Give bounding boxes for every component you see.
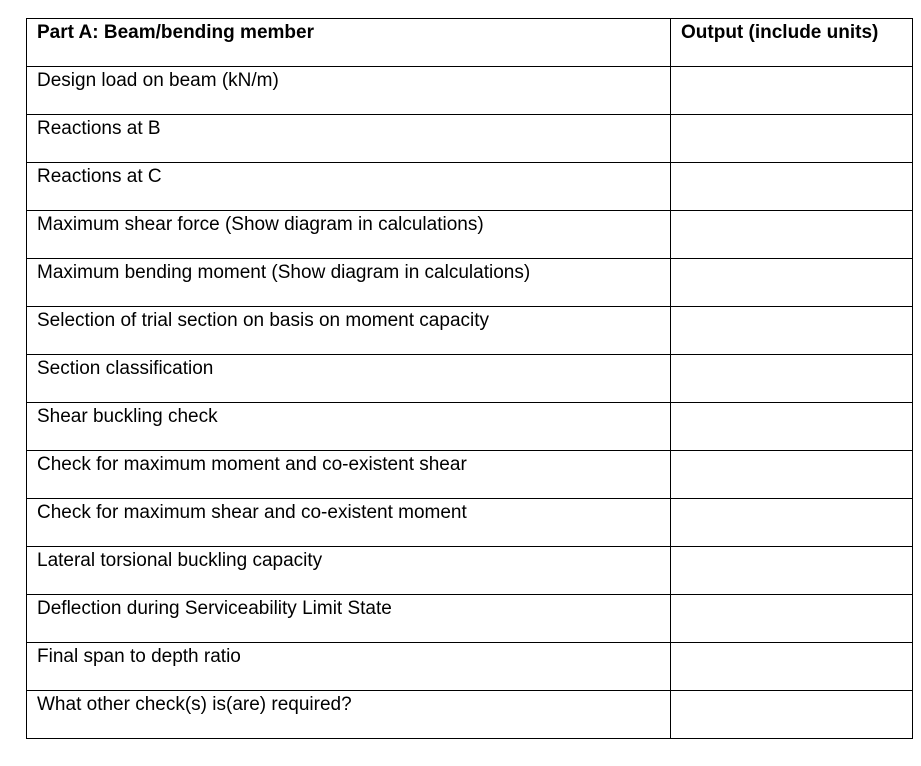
table-row	[27, 355, 913, 403]
output-cell[interactable]	[671, 643, 913, 691]
row-label: Final span to depth ratio	[27, 643, 671, 691]
output-cell[interactable]	[671, 499, 913, 547]
table-row	[27, 499, 913, 547]
output-cell[interactable]	[671, 211, 913, 259]
output-cell[interactable]	[671, 307, 913, 355]
row-label: Maximum bending moment (Show diagram in calculations)	[27, 259, 671, 307]
part-heading: Part A: Beam/bending member	[27, 19, 671, 67]
row-label: Reactions at C	[27, 163, 671, 211]
output-cell[interactable]	[671, 451, 913, 499]
table-body	[27, 67, 913, 739]
table-row	[27, 115, 913, 163]
output-cell[interactable]	[671, 547, 913, 595]
row-label: Deflection during Serviceability Limit State	[27, 595, 671, 643]
row-label: What other check(s) is(are) required?	[27, 691, 671, 739]
table-row	[27, 691, 913, 739]
row-label: Section classification	[27, 355, 671, 403]
output-cell[interactable]	[671, 355, 913, 403]
output-cell[interactable]	[671, 595, 913, 643]
row-label: Check for maximum shear and co-existent moment	[27, 499, 671, 547]
table-row	[27, 547, 913, 595]
row-label: Lateral torsional buckling capacity	[27, 547, 671, 595]
table-row	[27, 259, 913, 307]
output-cell[interactable]	[671, 67, 913, 115]
table-row	[27, 163, 913, 211]
table-row	[27, 451, 913, 499]
output-cell[interactable]	[671, 691, 913, 739]
output-cell[interactable]	[671, 259, 913, 307]
row-label: Shear buckling check	[27, 403, 671, 451]
row-label: Selection of trial section on basis on moment capacity	[27, 307, 671, 355]
table-row	[27, 403, 913, 451]
table-row	[27, 643, 913, 691]
table-header-row	[27, 19, 913, 67]
table-row	[27, 595, 913, 643]
table-row	[27, 211, 913, 259]
row-label: Design load on beam (kN/m)	[27, 67, 671, 115]
row-label: Maximum shear force (Show diagram in calculations)	[27, 211, 671, 259]
beam-output-table	[26, 18, 913, 739]
row-label: Reactions at B	[27, 115, 671, 163]
output-cell[interactable]	[671, 403, 913, 451]
output-cell[interactable]	[671, 163, 913, 211]
row-label: Check for maximum moment and co-existent shear	[27, 451, 671, 499]
table-row	[27, 307, 913, 355]
table-row	[27, 67, 913, 115]
output-heading: Output (include units)	[671, 19, 913, 67]
output-cell[interactable]	[671, 115, 913, 163]
